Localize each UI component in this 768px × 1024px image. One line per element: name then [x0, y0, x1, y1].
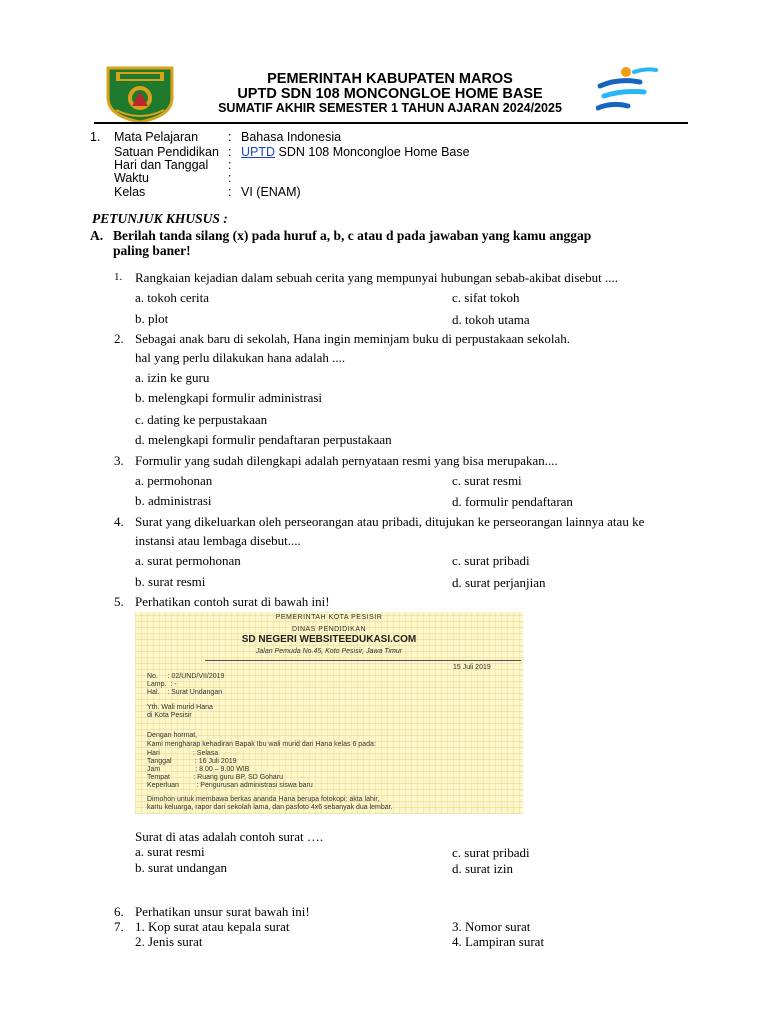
identity-label-subject: Mata Pelajaran: [114, 130, 199, 144]
header-line-1: PEMERINTAH KABUPATEN MAROS: [267, 71, 513, 87]
letter-subject: Hal. : Surat Undangan: [147, 689, 223, 696]
identity-sep: :: [228, 158, 232, 172]
element-item-3: 3. Nomor surat: [452, 919, 531, 934]
question-number: 4.: [114, 514, 124, 529]
header-line-2: UPTD SDN 108 MONCONGLOE HOME BASE: [237, 86, 543, 102]
option-d[interactable]: d. tokoh utama: [452, 312, 530, 327]
question-text-line-1: Sebagai anak baru di sekolah, Hana ingin meminjam buku di perpustakaan sekolah.: [135, 331, 571, 346]
identity-label-time: Waktu: [114, 171, 149, 185]
option-c[interactable]: c. surat resmi: [452, 473, 522, 488]
question-text: Perhatikan unsur surat bawah ini!: [135, 904, 310, 919]
question-text: Rangkaian kejadian dalam sebuah cerita yang mempunyai hubungan sebab-akibat disebut ....: [135, 270, 619, 285]
letter-place: Tempat : Ruang guru BP, SD Goharu: [147, 774, 284, 781]
option-a[interactable]: a. tokoh cerita: [135, 290, 209, 305]
letter-recipient-1: Yth. Wali murid Hana: [147, 704, 213, 711]
option-a[interactable]: a. permohonan: [135, 473, 213, 488]
question-text-line-2: instansi atau lembaga disebut....: [135, 533, 301, 548]
identity-value-school: [241, 145, 470, 159]
identity-sep: :: [228, 171, 232, 185]
option-c[interactable]: c. sifat tokoh: [452, 290, 520, 305]
element-item-2: 2. Jenis surat: [135, 934, 203, 949]
option-a[interactable]: a. surat resmi: [135, 844, 205, 859]
question-number: 7.: [114, 919, 124, 934]
school-name: SDN 108 Moncongloe Home Base: [275, 145, 470, 159]
element-item-4: 4. Lampiran surat: [452, 934, 545, 949]
option-b[interactable]: b. plot: [135, 311, 169, 326]
option-c[interactable]: c. surat pribadi: [452, 845, 530, 860]
letter-date-event: Tanggal : 16 Juli 2019: [147, 758, 237, 765]
sample-letter-image: [135, 612, 523, 814]
letter-time: Jam : 8.00 – 9.00 WIB: [147, 766, 250, 773]
question-number: 6.: [114, 904, 124, 919]
letter-number: No. : 02/UND/VII/2019: [147, 673, 225, 680]
identity-value-subject: Bahasa Indonesia: [241, 130, 342, 144]
question-number: 5.: [114, 594, 124, 609]
question-text-line-2: hal yang perlu dilakukan hana adalah ....: [135, 350, 346, 365]
uptd-link[interactable]: UPTD: [241, 145, 276, 159]
header-line-3: SUMATIF AKHIR SEMESTER 1 TAHUN AJARAN 2024/2025: [218, 101, 562, 115]
option-a[interactable]: a. izin ke guru: [135, 370, 210, 385]
letter-gov: PEMERINTAH KOTA PESISIR: [275, 614, 383, 621]
letter-day: Hari : Selasa: [147, 750, 219, 757]
identity-number: 1.: [90, 130, 101, 144]
option-c[interactable]: c. dating ke perpustakaan: [135, 412, 268, 427]
option-d[interactable]: d. surat perjanjian: [452, 575, 546, 590]
option-a[interactable]: a. surat permohonan: [135, 553, 241, 568]
element-item-1: 1. Kop surat atau kepala surat: [135, 919, 290, 934]
letter-closing-2: kartu keluarga, rapor dari sekolah lama, dan pasfoto 4x6 sebanyak dua lembar.: [147, 804, 393, 811]
identity-sep: :: [228, 145, 232, 159]
question-number: 3.: [114, 453, 124, 468]
section-instruction-line-1: Berilah tanda silang (x) pada huruf a, b, c atau d pada jawaban yang kamu anggap: [113, 228, 592, 243]
letter-rule: [205, 660, 521, 661]
instructions-heading: PETUNJUK KHUSUS :: [92, 211, 228, 226]
option-b[interactable]: b. administrasi: [135, 493, 212, 508]
option-c[interactable]: c. surat pribadi: [452, 553, 530, 568]
question-text: Formulir yang sudah dilengkapi adalah pernyataan resmi yang bisa merupakan....: [135, 453, 558, 468]
option-b[interactable]: b. surat resmi: [135, 574, 206, 589]
identity-label-school: Satuan Pendidikan: [114, 145, 219, 159]
letter-recipient-2: di Kota Pesisir: [147, 712, 192, 719]
header-rule-thick: [94, 122, 688, 124]
letter-closing-1: Dimohon untuk membawa berkas ananda Hana berupa fotokopi: akta lahir,: [147, 796, 380, 803]
identity-label-class: Kelas: [114, 185, 146, 199]
letter-date: 15 Juli 2019: [453, 664, 491, 671]
identity-label-date: Hari dan Tanggal: [114, 158, 209, 172]
question-number: 2.: [114, 331, 124, 346]
letter-school: SD NEGERI WEBSITEEDUKASI.COM: [241, 634, 417, 645]
section-letter: A.: [90, 228, 104, 243]
letter-body: Kami mengharap kehadiran Bapak Ibu wali murid dari Hana kelas 6 pada:: [147, 741, 376, 748]
question-text: Perhatikan contoh surat di bawah ini!: [135, 594, 330, 609]
letter-purpose: Keperluan : Pengurusan administrasi siswa baru: [147, 782, 313, 789]
question-followup: Surat di atas adalah contoh surat ….: [135, 829, 324, 844]
option-d[interactable]: d. melengkapi formulir pendaftaran perpustakaan: [135, 432, 392, 447]
letter-attachment: Lamp. : -: [147, 681, 177, 688]
letter-dept: DINAS PENDIDIKAN: [291, 626, 367, 633]
regency-crest-logo: [102, 64, 178, 124]
education-brand-logo: [596, 64, 660, 114]
identity-value-class: VI (ENAM): [241, 185, 301, 199]
letter-greeting: Dengan hormat,: [147, 732, 198, 739]
option-d[interactable]: d. surat izin: [452, 861, 514, 876]
question-number: 1.: [114, 271, 123, 283]
option-b[interactable]: b. melengkapi formulir administrasi: [135, 390, 323, 405]
option-b[interactable]: b. surat undangan: [135, 860, 228, 875]
option-d[interactable]: d. formulir pendaftaran: [452, 494, 573, 509]
question-text-line-1: Surat yang dikeluarkan oleh perseorangan atau pribadi, ditujukan ke perseorangan lainnya atau ke: [135, 514, 645, 529]
identity-sep: :: [228, 185, 232, 199]
section-instruction-line-2: paling baner!: [113, 243, 191, 258]
letter-address: Jalan Pemuda No.45, Koto Pesisir, Jawa Timur: [255, 648, 403, 655]
identity-sep: :: [228, 130, 232, 144]
